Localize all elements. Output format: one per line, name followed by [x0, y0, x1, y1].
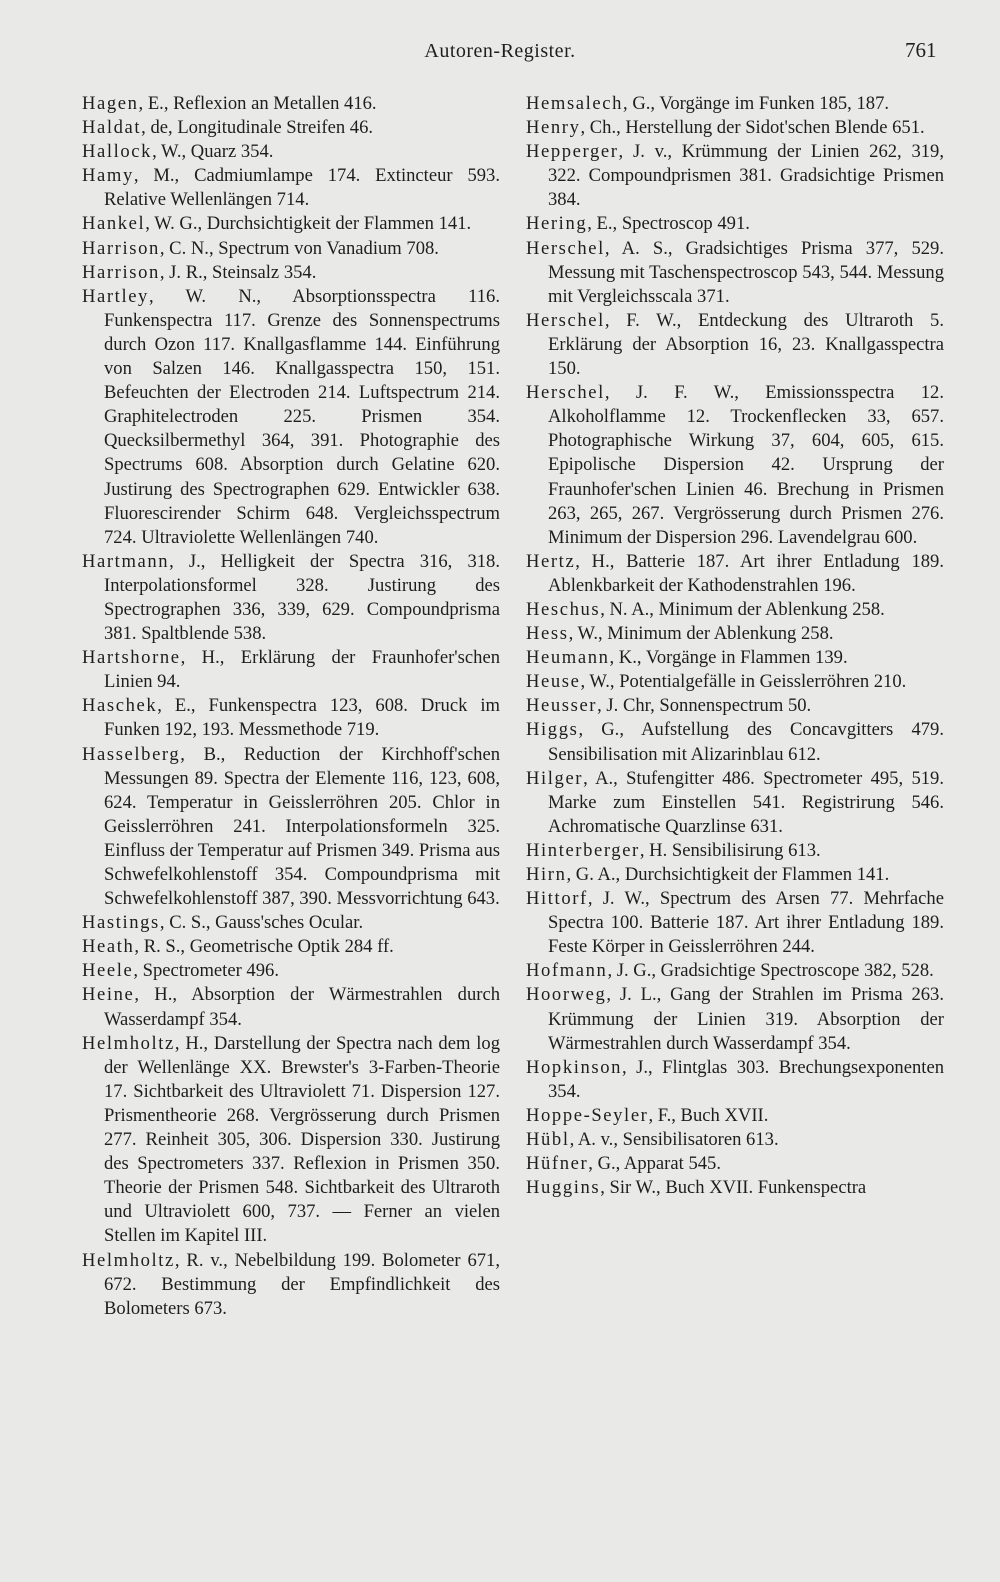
entry-text: , E., Funkenspectra 123, 608. Druck im Funken 192, 193. Messmethode 719. [104, 695, 500, 741]
entry-text: , H., Erklärung der Fraunhofer'schen Linien 94. [104, 647, 500, 693]
author-name: Hübl [526, 1129, 570, 1151]
index-entry [526, 381, 944, 550]
entry-text: , J. Chr, Sonnenspectrum 50. [597, 695, 812, 717]
author-name: Hertz [526, 550, 576, 572]
author-name: Hoorweg [526, 984, 607, 1006]
entry-text: , W. G., Durchsichtigkeit der Flammen 141. [145, 213, 472, 235]
entry-text: , R. S., Geometrische Optik 284 ff. [134, 936, 394, 958]
entry-text: , W., Potentialgefälle in Geisslerröhren 210. [580, 671, 907, 693]
index-entry [82, 550, 500, 646]
author-name: Haldat [82, 117, 142, 139]
index-entry [526, 1176, 944, 1200]
author-name: Hartley [82, 285, 149, 307]
author-name: Heusser [526, 695, 598, 717]
entry-text: , Sir W., Buch XVII. Funkenspectra [600, 1177, 867, 1199]
index-entry [526, 887, 944, 959]
index-entry [82, 959, 500, 983]
index-entry [82, 983, 500, 1031]
index-entry [526, 598, 944, 622]
index-entry [526, 1152, 944, 1176]
left-column [82, 92, 500, 1321]
author-name: Hittorf [526, 888, 588, 910]
author-name: Hering [526, 213, 588, 235]
index-entry [526, 550, 944, 598]
index-entry [526, 767, 944, 839]
index-entry [82, 116, 500, 140]
author-name: Hess [526, 623, 569, 645]
entry-text: , J. G., Gradsichtige Spectroscope 382, 528. [607, 960, 934, 982]
author-name: Huggins [526, 1177, 601, 1199]
index-entry [526, 1104, 944, 1128]
author-name: Hastings [82, 912, 160, 934]
author-name: Heumann [526, 647, 610, 669]
author-name: Haschek [82, 695, 158, 717]
entry-text: , H. Sensibilisirung 613. [639, 839, 821, 861]
index-entry [526, 116, 944, 140]
index-entry [526, 1128, 944, 1152]
entry-text: , E., Spectroscop 491. [587, 213, 750, 235]
index-entry [82, 212, 500, 236]
entry-text: , C. N., Spectrum von Vanadium 708. [159, 237, 439, 259]
author-name: Hirn [526, 864, 567, 885]
entry-text: , J. W., Spectrum des Arsen 77. Mehrfache Spectra 100. Batterie 187. Art ihrer Entladung 189. Feste Körper in Geisslerröhren 244. [548, 888, 944, 958]
index-entry [526, 670, 944, 694]
entry-text: , F., Buch XVII. [648, 1104, 769, 1126]
author-name: Helmholtz [82, 1032, 175, 1054]
entry-text: , A. S., Gradsichtiges Prisma 377, 529. Messung mit Taschenspectroscop 543, 544. Messung mit Vergleichsscala 371. [548, 237, 944, 307]
index-entry [526, 140, 944, 212]
author-name: Hagen [82, 93, 139, 114]
index-entry [82, 237, 500, 261]
index-entry [526, 622, 944, 646]
entry-text: , A., Stufengitter 486. Spectrometer 495, 519. Marke zum Einstellen 541. Registrirung 546. Achromatische Quarzlinse 631. [548, 767, 944, 837]
author-name: Harrison [82, 237, 160, 259]
author-name: Hoppe-Seyler [526, 1104, 649, 1126]
author-name: Heele [82, 960, 134, 982]
index-entry [82, 935, 500, 959]
entry-text: , H., Batterie 187. Art ihrer Entladung 189. Ablenkbarkeit der Kathodenstrahlen 196. [548, 550, 944, 596]
entry-text: , Ch., Herstellung der Sidot'schen Blende 651. [580, 117, 925, 139]
author-name: Hilger [526, 767, 584, 789]
author-name: Herschel [526, 309, 605, 331]
index-entry [526, 718, 944, 766]
author-name: Hallock [82, 141, 153, 163]
entry-text: , W., Minimum der Ablenkung 258. [568, 623, 834, 645]
entry-text: , W. N., Absorptionsspectra 116. Funkenspectra 117. Grenze des Sonnenspectrums durch Ozon 117. Knallgasflamme 144. Einführung von Salzen 146. Knallgasspectra 150, 151. Befeuchten der Electroden 214. Luftspectrum 214. Graphitelectroden 225. Prismen 354. Quecksilbermethyl 364, 391. Photographie des Spectrums 608. Absorption durch Gelatine 620. Justirung des Spectrographen 629. Entwickler 638. Fluorescirender Schirm 648. Vergleichsspectrum 724. Ultraviolette Wellenlängen 740. [104, 285, 500, 548]
author-name: Heuse [526, 671, 581, 693]
entry-text: , M., Cadmiumlampe 174. Extincteur 593. Relative Wellenlängen 714. [104, 165, 500, 211]
index-entry [526, 646, 944, 670]
entry-text: , H., Darstellung der Spectra nach dem log der Wellenlänge XX. Brewster's 3-Farben-Theorie 17. Sichtbarkeit des Ultraviolett 71. Dispersion 127. Prismentheorie 268. Vergrösserung durch Prismen 277. Reinheit 305, 306. Dispersion 330. Justirung des Spectrometers 337. Reflexion in Prismen 350. Theorie der Prismen 548. Sichtbarkeit des Ultraroth und Ultraviolett 600, 737. — Ferner an vielen Stellen im Kapitel III. [104, 1032, 500, 1247]
index-entry [82, 911, 500, 935]
author-name: Heschus [526, 598, 601, 620]
author-name: Hartmann [82, 550, 170, 572]
entry-text: , J. R., Steinsalz 354. [159, 261, 317, 283]
author-name: Hinterberger [526, 839, 640, 861]
entry-text: , K., Vorgänge in Flammen 139. [609, 647, 848, 669]
index-entry [526, 839, 944, 863]
author-name: Hepperger [526, 141, 619, 163]
index-entry [82, 261, 500, 285]
entry-text: , C. S., Gauss'sches Ocular. [159, 912, 364, 934]
entry-text: , J., Flintglas 303. Brechungsexponenten 354. [548, 1056, 944, 1102]
index-entry [82, 285, 500, 550]
author-name: Hofmann [526, 960, 608, 982]
index-entry [526, 309, 944, 381]
index-entry [526, 237, 944, 309]
author-name: Helmholtz [82, 1249, 175, 1271]
entry-text: , G., Apparat 545. [588, 1153, 721, 1175]
index-entry [82, 140, 500, 164]
author-name: Hartshorne [82, 647, 181, 669]
entry-text: , A. v., Sensibilisatoren 613. [569, 1129, 779, 1151]
author-name: Heine [82, 984, 135, 1006]
entry-text: , G., Vorgänge im Funken 185, 187. [623, 93, 890, 114]
author-name: Herschel [526, 382, 605, 404]
index-entry [526, 983, 944, 1055]
index-entry [526, 959, 944, 983]
entry-text: , Spectrometer 496. [133, 960, 279, 982]
index-entry [526, 1056, 944, 1104]
author-name: Hasselberg [82, 743, 181, 765]
entry-text: , J. F. W., Emissionsspectra 12. Alkoholflamme 12. Trockenflecken 33, 657. Photographische Wirkung 37, 604, 605, 615. Epipolische Dispersion 42. Ursprung der Fraunhofer'schen Linien 46. Brechung in Prismen 263, 265, 267. Vergrösserung durch Prismen 276. Minimum der Dispersion 296. Lavendelgrau 600. [548, 382, 944, 548]
entry-text: , J. L., Gang der Strahlen im Prisma 263. Krümmung der Linien 319. Absorption der Wärmestrahlen durch Wasserdampf 354. [548, 984, 944, 1054]
index-entry [82, 1032, 500, 1249]
author-name: Higgs [526, 719, 579, 741]
entry-text: , E., Reflexion an Metallen 416. [138, 93, 377, 114]
page-number: 761 [905, 38, 937, 62]
entry-text: , de, Longitudinale Streifen 46. [141, 117, 374, 139]
author-name: Heath [82, 936, 135, 958]
author-name: Hüfner [526, 1153, 589, 1175]
author-name: Harrison [82, 261, 160, 283]
author-name: Henry [526, 117, 581, 139]
entry-text: , N. A., Minimum der Ablenkung 258. [600, 598, 885, 620]
right-column [526, 92, 944, 1200]
index-entry [526, 863, 944, 887]
entry-text: , H., Absorption der Wärmestrahlen durch Wasserdampf 354. [104, 984, 500, 1030]
index-entry [82, 694, 500, 742]
index-entry [82, 164, 500, 212]
entry-text: , R. v., Nebelbildung 199. Bolometer 671, 672. Bestimmung der Empfindlichkeit des Bolometers 673. [104, 1249, 500, 1319]
index-entry [526, 92, 944, 116]
entry-text: , G. A., Durchsichtigkeit der Flammen 141. [566, 864, 890, 885]
author-name: Hankel [82, 213, 146, 235]
running-header: Autoren-Register. [424, 40, 576, 62]
author-name: Hemsalech [526, 93, 624, 114]
author-name: Hopkinson [526, 1056, 623, 1078]
index-entry [82, 92, 500, 116]
entry-text: , B., Reduction der Kirchhoff'schen Messungen 89. Spectra der Elemente 116, 123, 608, 624. Temperatur in Geisslerröhren 205. Chlor in Geisslerröhren 241. Interpolationsformeln 325. Einfluss der Temperatur auf Prismen 349. Prisma aus Schwefelkohlenstoff 354. Compoundprisma mit Schwefelkohlenstoff 387, 390. Messvorrichtung 643. [104, 743, 500, 910]
entry-text: , W., Quarz 354. [152, 141, 274, 163]
author-name: Hamy [82, 165, 134, 187]
entry-text: , F. W., Entdeckung des Ultraroth 5. Erklärung der Absorption 16, 23. Knallgasspectra 150. [548, 309, 944, 380]
index-entry [82, 646, 500, 694]
index-entry [526, 212, 944, 236]
author-name: Herschel [526, 237, 605, 259]
entry-text: , G., Aufstellung des Concavgitters 479. Sensibilisation mit Alizarinblau 612. [548, 719, 944, 765]
index-entry [82, 1249, 500, 1321]
index-entry [526, 694, 944, 718]
entry-text: , J. v., Krümmung der Linien 262, 319, 322. Compoundprismen 381. Gradsichtige Prismen 384. [548, 141, 944, 211]
entry-text: , J., Helligkeit der Spectra 316, 318. Interpolationsformel 328. Justirung des Spectrographen 336, 339, 629. Compoundprisma 381. Spaltblende 538. [104, 550, 500, 645]
index-entry [82, 743, 500, 912]
